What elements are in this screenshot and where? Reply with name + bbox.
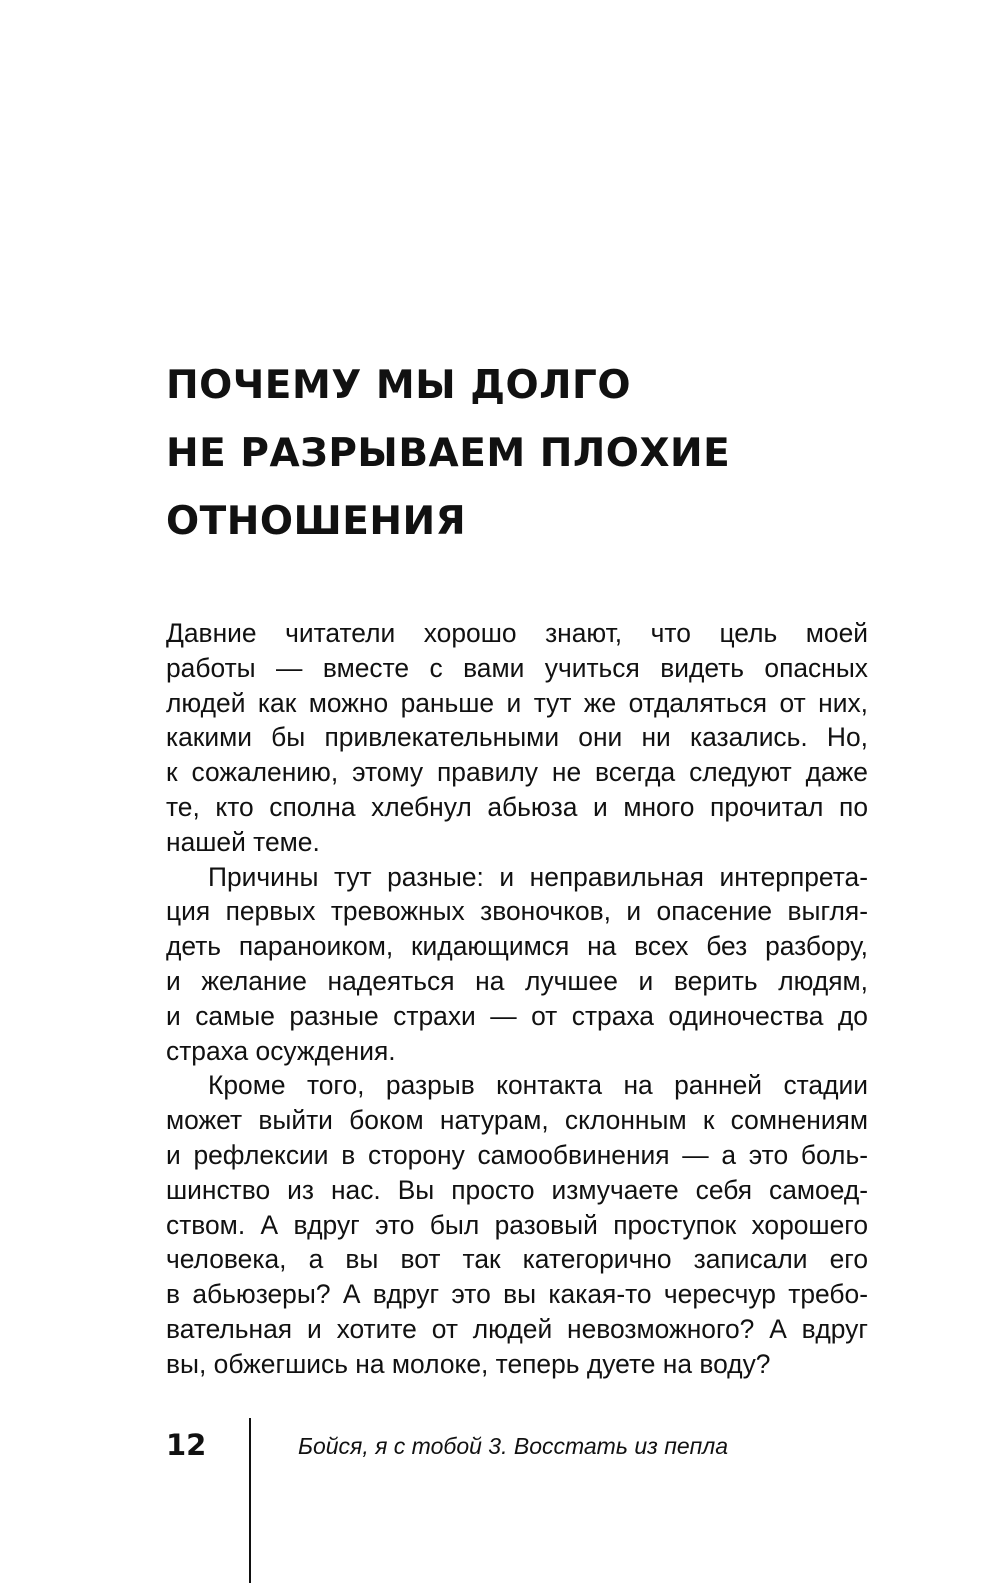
text-line: ством. А вдруг это был разовый проступок хорошего [166,1209,868,1240]
text-line: Кроме того, разрыв контакта на ранней стадии [208,1070,868,1101]
paragraph-1 [166,616,868,860]
text-line: вы, обжегшись на молоке, теперь дуете на воду? [166,1348,771,1379]
chapter-heading-line: ОТНОШЕНИЯ [166,499,467,544]
text-line: и желание надеяться на лучшее и верить людям, [166,965,868,996]
text-line: работы — вместе с вами учиться видеть опасных [166,652,868,683]
text-line: к сожалению, этому правилу не всегда следуют даже [166,757,868,788]
chapter-heading-line: ПОЧЕМУ МЫ ДОЛГО [166,363,631,408]
text-line: может выйти боком натурам, склонным к сомнениям [166,1105,868,1136]
body-text [166,616,868,1382]
text-line: Причины тут разные: и неправильная интерпрета- [208,861,868,892]
text-line: шинство из нас. Вы просто измучаете себя самоед- [166,1174,868,1205]
text-line: и рефлексии в сторону самообвинения — а это боль- [166,1139,868,1170]
running-footer-title: Бойся, я с тобой 3. Восстать из пепла [298,1433,729,1459]
text-line: вательная и хотите от людей невозможного? А вдруг [166,1313,868,1344]
text-line: деть параноиком, кидающимся на всех без разбору, [166,931,868,962]
text-line: и самые разные страхи — от страха одиночества до [166,1000,868,1031]
chapter-heading-line: НЕ РАЗРЫВАЕМ ПЛОХИЕ [166,431,731,476]
page-number: 12 [166,1428,207,1462]
footer-divider [249,1418,251,1583]
paragraph-2 [166,860,868,1069]
text-line: человека, а вы вот так категорично записали его [166,1244,868,1275]
text-line: в абьюзеры? А вдруг это вы какая-то чересчур требо- [166,1279,868,1310]
text-line: ция первых тревожных звоночков, и опасение выгля- [166,896,868,927]
text-line: нашей теме. [166,826,320,857]
chapter-heading [166,352,906,556]
text-line: страха осуждения. [166,1035,396,1066]
text-line: какими бы привлекательными они ни казались. Но, [166,722,868,753]
text-line: те, кто сполна хлебнул абьюза и много прочитал по [166,791,868,822]
paragraph-3 [166,1068,868,1381]
text-line: людей как можно раньше и тут же отдаляться от них, [166,687,868,718]
text-line: Давние читатели хорошо знают, что цель моей [166,618,868,648]
